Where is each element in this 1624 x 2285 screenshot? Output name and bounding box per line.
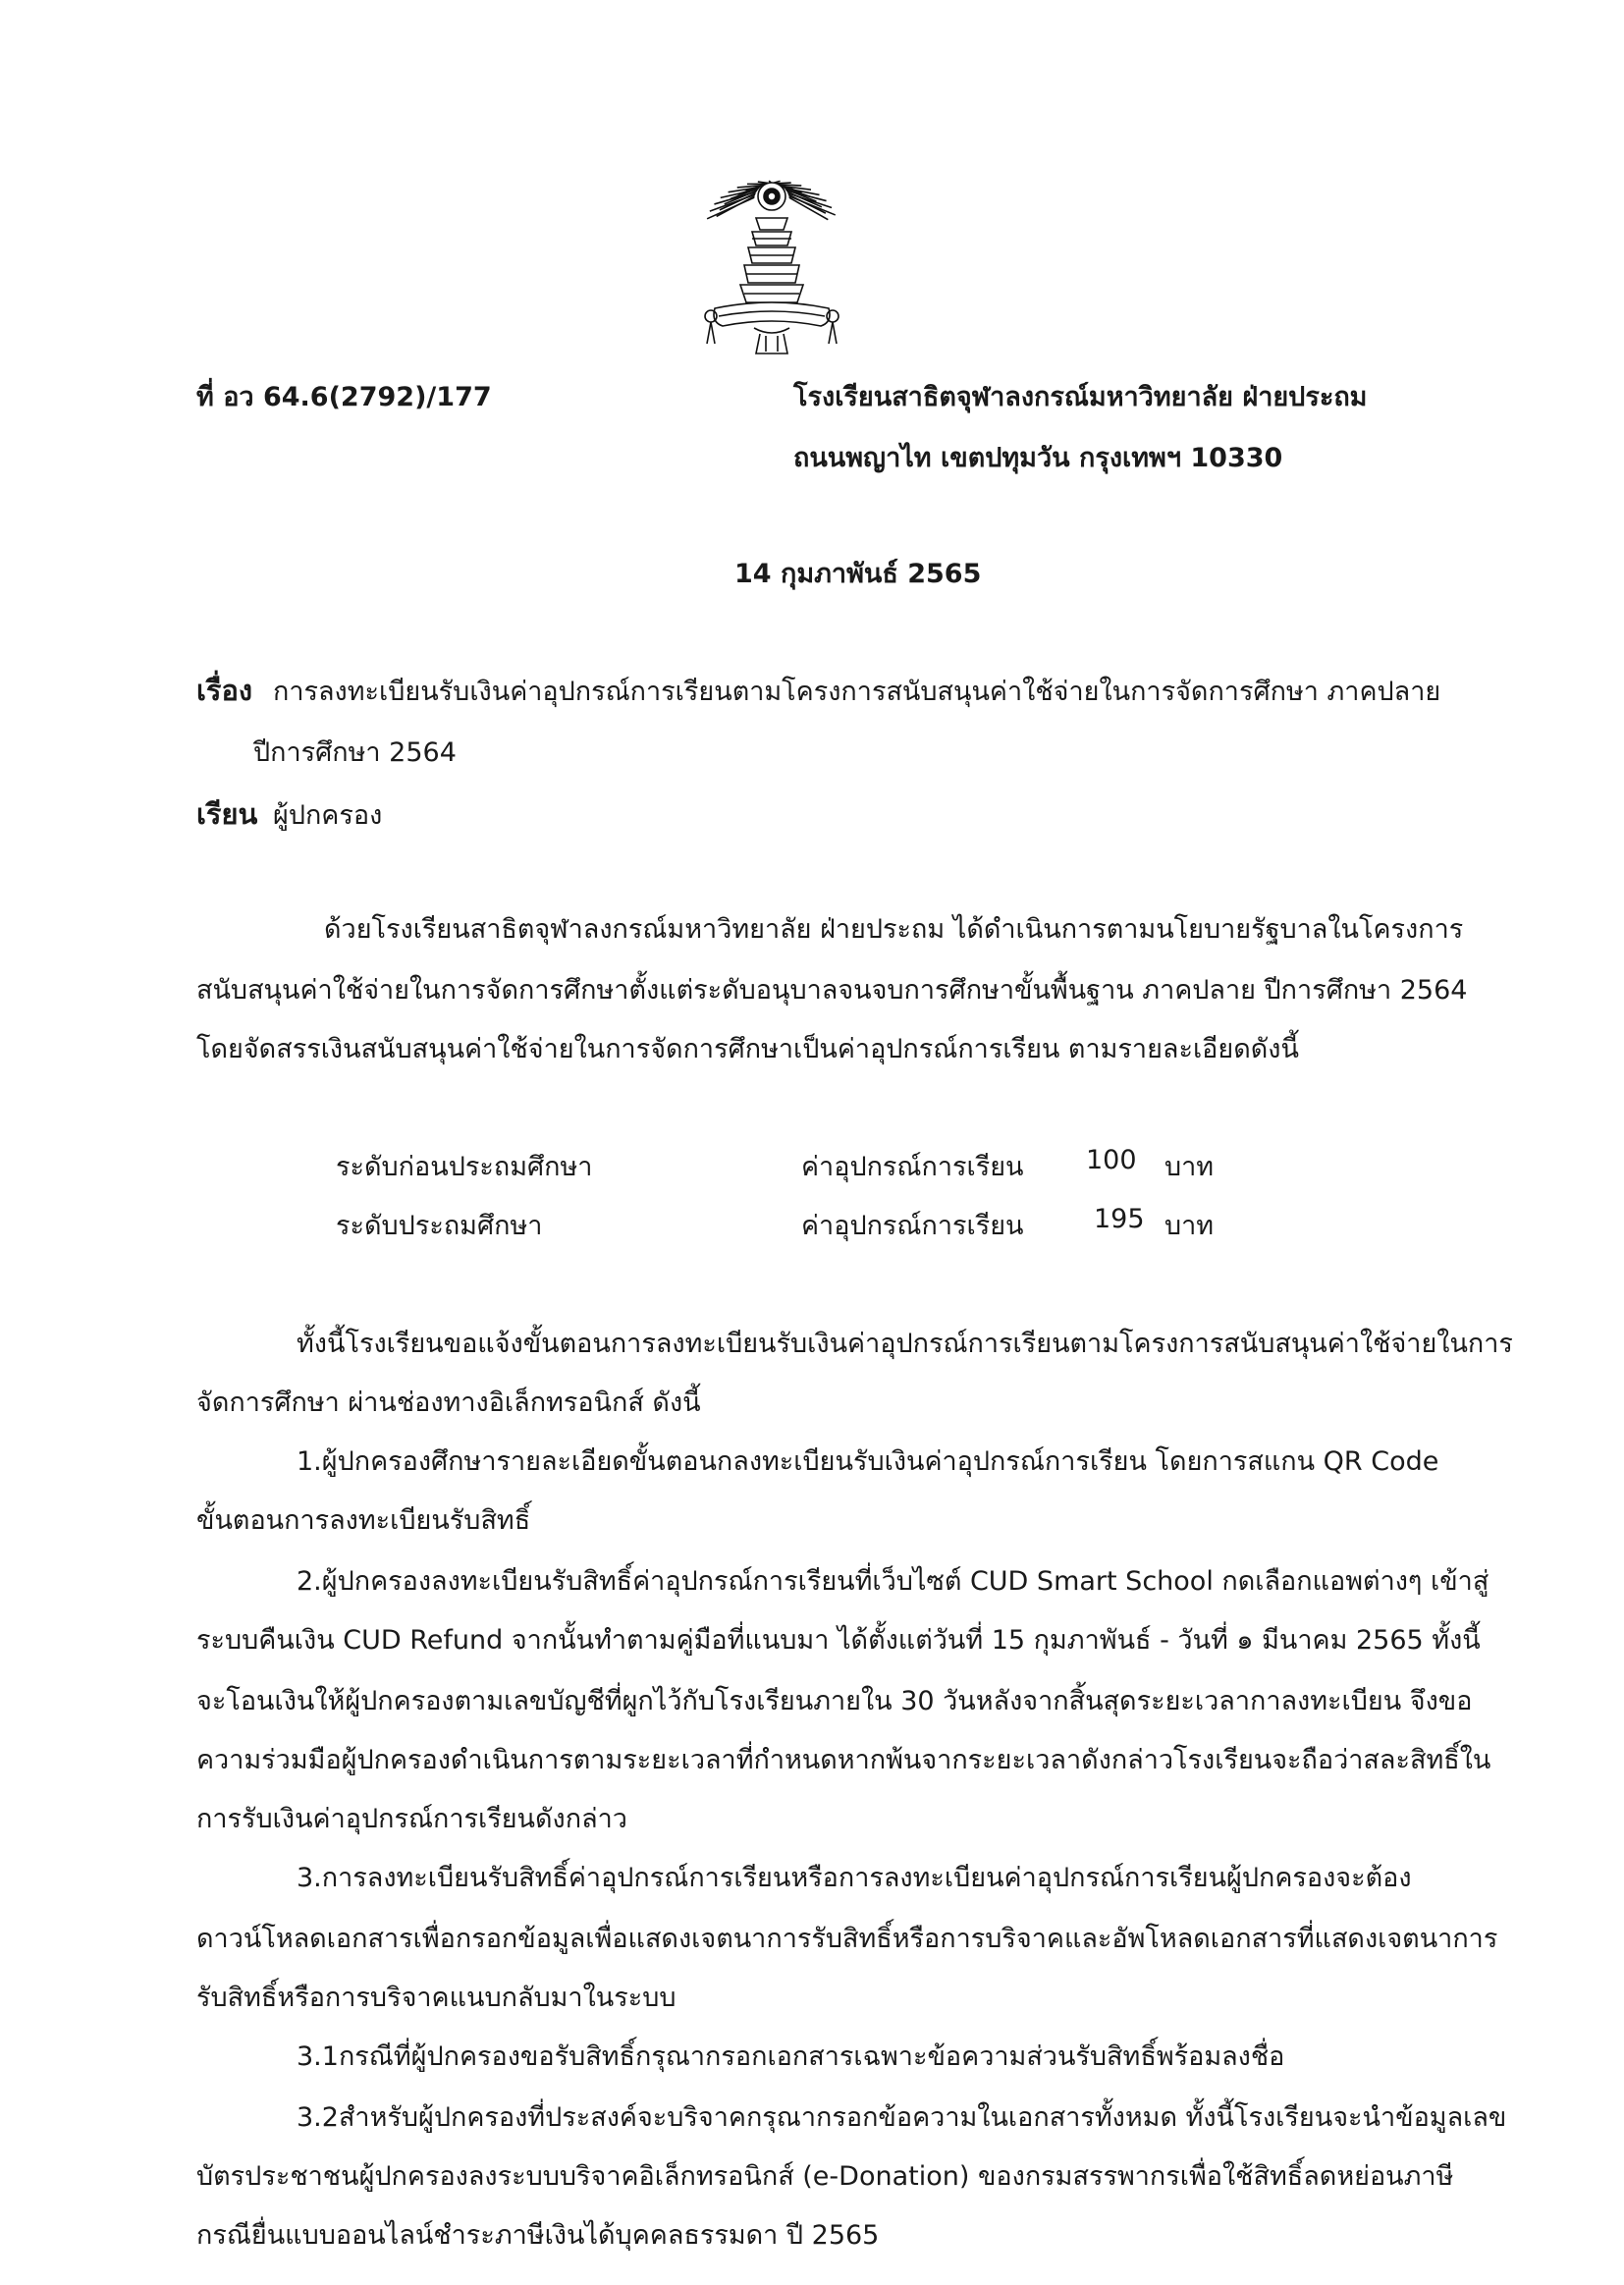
- letter-date: 14 กุมภาพันธ์ 2565: [734, 559, 982, 589]
- amount-cell: 195: [1094, 1204, 1145, 1234]
- subject-text-line1: การลงทะเบียนรับเงินค่าอุปกรณ์การเรียนตามโครงการสนับสนุนค่าใช้จ่ายในการจัดการศึกษา ภาคปลาย: [273, 677, 1441, 707]
- phra-kiao-emblem-icon: [695, 149, 848, 357]
- salutation-label: เรียน: [196, 797, 258, 831]
- paragraph2-line: จัดการศึกษา ผ่านช่องทางอิเล็กทรอนิกส์ ดังนี้: [196, 1387, 701, 1418]
- item-cell: ค่าอุปกรณ์การเรียน: [801, 1211, 1024, 1241]
- paragraph1-line: ด้วยโรงเรียนสาธิตจุฬาลงกรณ์มหาวิทยาลัย ฝ่ายประถม ได้ดำเนินการตามนโยบายรัฐบาลในโครงการ: [324, 914, 1464, 945]
- paragraph1-line: สนับสนุนค่าใช้จ่ายในการจัดการศึกษาตั้งแต่ระดับอนุบาลจนจบการศึกษาขั้นพื้นฐาน ภาคปลาย ปีการศึกษา 2564: [196, 975, 1468, 1006]
- step3-line: ดาวน์โหลดเอกสารเพื่อกรอกข้อมูลเพื่อแสดงเจตนาการรับสิทธิ์หรือการบริจาคและอัพโหลดเอกสารที่แสดงเจตนาการ: [196, 1924, 1498, 1954]
- subject-label: เรื่อง: [196, 674, 253, 707]
- step3-2-line: บัตรประชาชนผู้ปกครองลงระบบบริจาคอิเล็กทรอนิกส์ (e-Donation) ของกรมสรรพากรเพื่อใช้สิทธิ์ลดหย่อนภาษี: [196, 2161, 1454, 2192]
- step2-line: ระบบคืนเงิน CUD Refund จากนั้นทำตามคู่มือที่แนบมา ได้ตั้งแต่วันที่ 15 กุมภาพันธ์ - วันที่ ๑ มีนาคม 2565 ทั้งนี้: [196, 1625, 1481, 1656]
- salutation-text: ผู้ปกครอง: [273, 800, 383, 831]
- step2-line: จะโอนเงินให้ผู้ปกครองตามเลขบัญชีที่ผูกไว้กับโรงเรียนภายใน 30 วันหลังจากสิ้นสุดระยะเวลากาลงทะเบียน จึงขอ: [196, 1686, 1473, 1716]
- step3-1-line: 3.1กรณีที่ผู้ปกครองขอรับสิทธิ์กรุณากรอกเอกสารเฉพาะข้อความส่วนรับสิทธิ์พร้อมลงชื่อ: [297, 2041, 1285, 2072]
- paragraph2-line: ทั้งนี้โรงเรียนขอแจ้งขั้นตอนการลงทะเบียนรับเงินค่าอุปกรณ์การเรียนตามโครงการสนับสนุนค่าใช้จ่ายในการ: [297, 1329, 1513, 1359]
- unit-cell: บาท: [1164, 1211, 1215, 1241]
- item-cell: ค่าอุปกรณ์การเรียน: [801, 1152, 1024, 1182]
- step3-line: รับสิทธิ์หรือการบริจาคแนบกลับมาในระบบ: [196, 1983, 677, 2013]
- level-cell: ระดับประถมศึกษา: [336, 1211, 543, 1241]
- organization-address: ถนนพญาไท เขตปทุมวัน กรุงเทพฯ 10330: [793, 443, 1283, 473]
- step3-2-line: 3.2สำหรับผู้ปกครองที่ประสงค์จะบริจาคกรุณากรอกข้อความในเอกสารทั้งหมด ทั้งนี้โรงเรียนจะนำข้อมูลเลข: [297, 2102, 1507, 2133]
- unit-cell: บาท: [1164, 1152, 1215, 1182]
- organization-name: โรงเรียนสาธิตจุฬาลงกรณ์มหาวิทยาลัย ฝ่ายประถม: [793, 382, 1368, 412]
- step2-line: ความร่วมมือผู้ปกครองดำเนินการตามระยะเวลาที่กำหนดหากพ้นจากระยะเวลาดังกล่าวโรงเรียนจะถือว่าสละสิทธิ์ใน: [196, 1745, 1491, 1775]
- step2-line: 2.ผู้ปกครองลงทะเบียนรับสิทธิ์ค่าอุปกรณ์การเรียนที่เว็บไซต์ CUD Smart School กดเลือกแอพต่างๆ เข้าสู่: [297, 1566, 1489, 1597]
- subject-text-line2: ปีการศึกษา 2564: [253, 737, 457, 768]
- step1-line: 1.ผู้ปกครองศึกษารายละเอียดขั้นตอนกลงทะเบียนรับเงินค่าอุปกรณ์การเรียน โดยการสแกน QR Code: [297, 1446, 1439, 1477]
- level-cell: ระดับก่อนประถมศึกษา: [336, 1152, 593, 1182]
- step3-2-line: กรณียื่นแบบออนไลน์ชำระภาษีเงินได้บุคคลธรรมดา ปี 2565: [196, 2220, 880, 2251]
- paragraph1-line: โดยจัดสรรเงินสนับสนุนค่าใช้จ่ายในการจัดการศึกษาเป็นค่าอุปกรณ์การเรียน ตามรายละเอียดดังนี้: [196, 1034, 1299, 1064]
- step3-line: 3.การลงทะเบียนรับสิทธิ์ค่าอุปกรณ์การเรียนหรือการลงทะเบียนค่าอุปกรณ์การเรียนผู้ปกครองจะต้อง: [297, 1863, 1412, 1893]
- amount-cell: 100: [1086, 1145, 1137, 1175]
- reference-number: ที่ อว 64.6(2792)/177: [196, 382, 492, 412]
- step2-line: การรับเงินค่าอุปกรณ์การเรียนดังกล่าว: [196, 1804, 627, 1834]
- step1-line: ขั้นตอนการลงทะเบียนรับสิทธิ์: [196, 1505, 531, 1536]
